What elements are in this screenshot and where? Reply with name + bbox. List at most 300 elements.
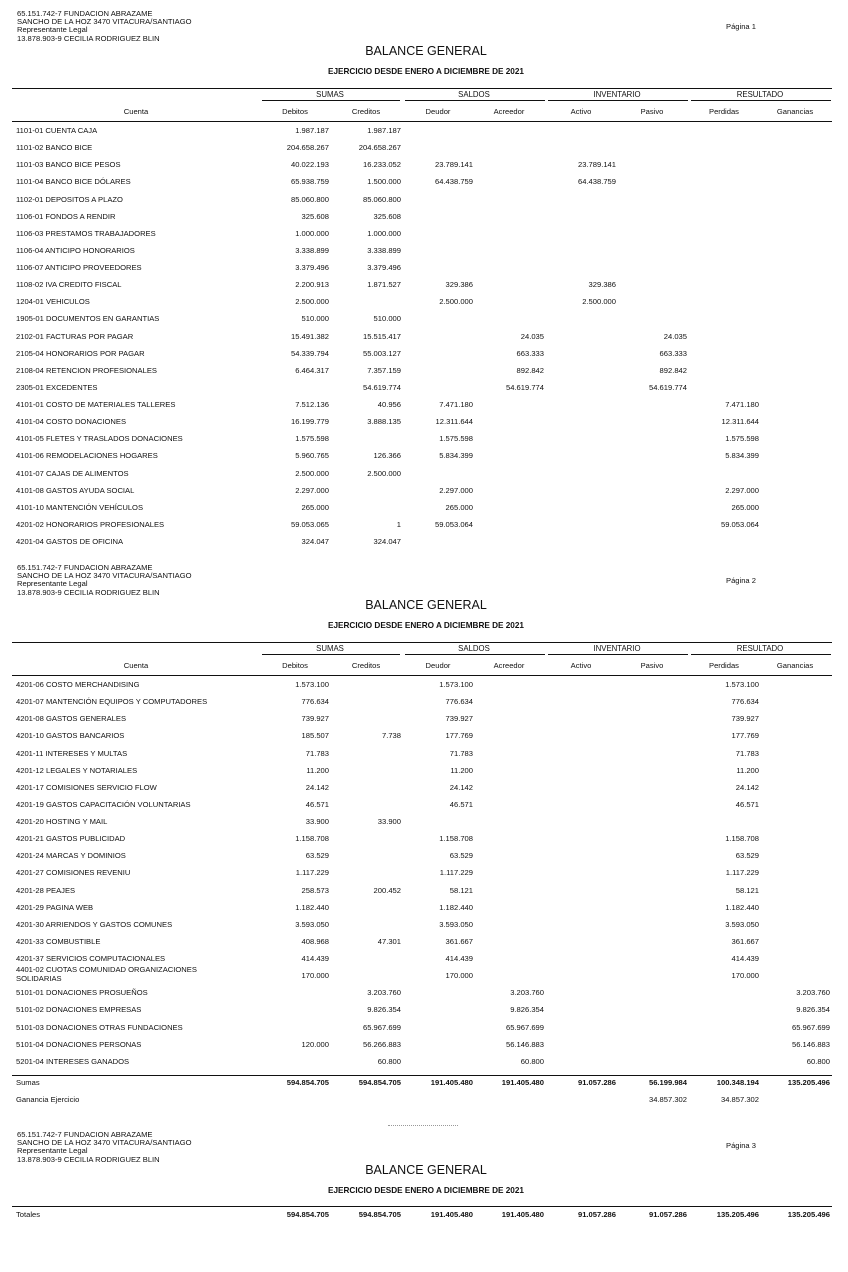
creditos-cell: 126.366	[373, 451, 401, 461]
debitos-cell: 11.200	[306, 765, 329, 775]
account-cell: 1101-03 BANCO BICE PESOS	[16, 160, 121, 170]
page-number: Página 3	[726, 1141, 756, 1150]
perdidas-cell: 177.769	[731, 731, 759, 741]
group-rule	[405, 100, 545, 101]
col-debitos: Debitos	[282, 661, 308, 670]
table-row	[0, 380, 848, 397]
col-activo: Activo	[570, 661, 592, 670]
debitos-cell: 63.529	[305, 851, 329, 861]
group-inventario: INVENTARIO	[593, 90, 641, 99]
group-sumas: SUMAS	[316, 644, 344, 653]
deudor-cell: 776.634	[445, 697, 473, 707]
deudor-cell: 11.200	[450, 765, 473, 775]
ganancias-cell: 135.205.496	[787, 1210, 830, 1219]
table-row	[0, 694, 848, 711]
table-row	[0, 517, 848, 534]
perdidas-cell: 1.573.100	[725, 680, 759, 689]
table-row	[0, 329, 848, 346]
deudor-cell: 59.053.064	[434, 519, 473, 529]
col-creditos: Creditos	[351, 107, 381, 116]
account-cell: 1204-01 VEHICULOS	[16, 297, 90, 307]
perdidas-cell: 265.000	[731, 502, 759, 512]
debitos-cell: 46.571	[305, 799, 329, 809]
pasivo-cell: 91.057.286	[648, 1210, 687, 1219]
account-cell: 4201-17 COMISIONES SERVICIO FLOW	[16, 782, 157, 792]
creditos-cell: 1.500.000	[367, 177, 401, 187]
acreedor-cell: 892.842	[516, 365, 544, 375]
perdidas-cell: 3.593.050	[725, 919, 759, 929]
deudor-cell: 265.000	[445, 502, 473, 512]
creditos-cell: 3.888.135	[367, 417, 401, 427]
table-row	[0, 934, 848, 951]
account-cell: 1102-01 DEPOSITOS A PLAZO	[16, 194, 123, 204]
perdidas-cell: 58.121	[735, 885, 759, 895]
group-resultado: RESULTADO	[736, 90, 784, 99]
acreedor-cell: 56.146.883	[505, 1039, 544, 1049]
deudor-cell: 64.438.759	[434, 177, 473, 187]
ganancias-cell: 3.203.760	[796, 988, 830, 998]
deudor-cell: 23.789.141	[434, 160, 473, 170]
account-cell: 1106-07 ANTICIPO PROVEEDORES	[16, 263, 142, 273]
activo-cell: 2.500.000	[582, 297, 616, 307]
account-cell: 4201-10 GASTOS BANCARIOS	[16, 731, 125, 741]
deudor-cell: 329.386	[445, 280, 473, 290]
perdidas-cell: 739.927	[731, 714, 759, 724]
table-row	[0, 466, 848, 483]
account-cell: 4101-06 REMODELACIONES HOGARES	[16, 451, 158, 461]
debitos-cell: 2.500.000	[295, 297, 329, 307]
table-row	[0, 985, 848, 1002]
deudor-cell: 191.405.480	[430, 1210, 473, 1219]
creditos-cell: 594.854.705	[358, 1210, 401, 1219]
account-cell: 2108-04 RETENCION PROFESIONALES	[16, 365, 157, 375]
account-cell: 1106-03 PRESTAMOS TRABAJADORES	[16, 228, 156, 238]
columns-rule	[12, 675, 832, 676]
table-row	[0, 431, 848, 448]
col-acreedor: Acreedor	[493, 107, 525, 116]
group-rule	[691, 654, 831, 655]
deudor-cell: 170.000	[445, 971, 473, 981]
deudor-cell: 177.769	[445, 731, 473, 741]
perdidas-cell: 11.200	[736, 765, 759, 775]
deudor-cell: 24.142	[449, 782, 473, 792]
ganancia-row	[0, 1092, 848, 1109]
table-row	[0, 209, 848, 226]
account-cell: 4201-02 HONORARIOS PROFESIONALES	[16, 519, 165, 529]
table-row	[0, 965, 848, 985]
debitos-cell: 40.022.193	[290, 160, 329, 170]
group-rule	[262, 100, 400, 101]
acreedor-cell: 3.203.760	[510, 988, 544, 998]
deudor-cell: 12.311.644	[435, 417, 473, 427]
table-row	[0, 534, 848, 551]
account-cell: 4201-28 PEAJES	[16, 885, 76, 895]
table-row	[0, 448, 848, 465]
debitos-cell: 59.053.065	[290, 519, 329, 529]
ganancias-cell: 65.967.699	[791, 1022, 830, 1032]
debitos-cell: 85.060.800	[290, 194, 329, 204]
group-saldos: SALDOS	[458, 644, 490, 653]
account-cell: Ganancia Ejercicio	[16, 1095, 80, 1104]
debitos-cell: 776.634	[301, 697, 329, 707]
table-row	[0, 1020, 848, 1037]
table-row	[0, 746, 848, 763]
deudor-cell: 63.529	[449, 851, 473, 861]
creditos-cell: 33.900	[377, 817, 401, 827]
debitos-cell: 1.158.708	[295, 834, 329, 844]
table-row	[0, 900, 848, 917]
debitos-cell: 594.854.705	[286, 1210, 329, 1219]
rep-label: Representante Legal	[17, 1146, 88, 1156]
account-cell: 4101-05 FLETES Y TRASLADOS DONACIONES	[16, 434, 183, 444]
deudor-cell: 2.297.000	[439, 485, 473, 495]
account-cell: 1101-01 CUENTA CAJA	[16, 126, 98, 135]
company-address: SANCHO DE LA HOZ 3470 VITACURA/SANTIAGO	[17, 1138, 192, 1148]
account-cell: 1106-01 FONDOS A RENDIR	[16, 211, 116, 221]
debitos-cell: 2.500.000	[295, 468, 329, 478]
account-cell: 5101-03 DONACIONES OTRAS FUNDACIONES	[16, 1022, 183, 1032]
debitos-cell: 33.900	[305, 817, 329, 827]
creditos-cell: 55.003.127	[362, 348, 401, 358]
perdidas-cell: 46.571	[735, 799, 759, 809]
account-cell: 4101-01 COSTO DE MATERIALES TALLERES	[16, 400, 176, 410]
perdidas-cell: 12.311.644	[721, 417, 759, 427]
creditos-cell: 3.203.760	[367, 988, 401, 998]
account-cell: 1905-01 DOCUMENTOS EN GARANTIAS	[16, 314, 160, 324]
group-saldos: SALDOS	[458, 90, 490, 99]
perdidas-cell: 135.205.496	[716, 1210, 759, 1219]
deudor-cell: 414.439	[445, 954, 473, 964]
acreedor-cell: 65.967.699	[505, 1022, 544, 1032]
creditos-cell: 3.379.496	[367, 263, 401, 273]
creditos-cell: 85.060.800	[362, 194, 401, 204]
table-row	[0, 1054, 848, 1071]
perdidas-cell: 1.182.440	[725, 902, 759, 912]
creditos-cell: 1.987.187	[367, 126, 401, 135]
account-cell: 2102-01 FACTURAS POR PAGAR	[16, 331, 134, 341]
account-cell: 4201-06 COSTO MERCHANDISING	[16, 680, 140, 689]
account-cell: 4201-04 GASTOS DE OFICINA	[16, 537, 124, 547]
account-cell: Sumas	[16, 1078, 40, 1087]
table-row	[0, 848, 848, 865]
report-subtitle: EJERCICIO DESDE ENERO A DICIEMBRE DE 2021	[328, 621, 524, 630]
table-row	[0, 780, 848, 797]
table-row	[0, 414, 848, 431]
group-rule	[691, 100, 831, 101]
group-rule	[548, 100, 688, 101]
account-cell: 4201-07 MANTENCIÓN EQUIPOS Y COMPUTADORES	[16, 697, 208, 707]
creditos-cell: 7.738	[381, 731, 401, 741]
sumas-row	[0, 1075, 848, 1092]
col-pasivo: Pasivo	[640, 107, 664, 116]
debitos-cell: 265.000	[301, 502, 329, 512]
debitos-cell: 3.379.496	[295, 263, 329, 273]
pasivo-cell: 56.199.984	[648, 1078, 687, 1087]
debitos-cell: 1.575.598	[295, 434, 329, 444]
company-name: 65.151.742-7 FUNDACION ABRAZAME	[17, 9, 153, 18]
table-row	[0, 1037, 848, 1054]
account-cell: 4201-33 COMBUSTIBLE	[16, 936, 101, 946]
table-row	[0, 174, 848, 191]
deudor-cell: 1.573.100	[439, 680, 473, 689]
table-row	[0, 711, 848, 728]
ganancias-cell: 135.205.496	[787, 1078, 830, 1087]
debitos-cell: 258.573	[301, 885, 329, 895]
table-row	[0, 294, 848, 311]
account-cell: 4201-19 GASTOS CAPACITACIÓN VOLUNTARIAS	[16, 799, 191, 809]
col-debitos: Debitos	[282, 107, 308, 116]
company-block	[17, 10, 192, 43]
pasivo-cell: 663.333	[659, 348, 687, 358]
perdidas-cell: 1.158.708	[725, 834, 759, 844]
creditos-cell: 54.619.774	[362, 382, 401, 392]
account-cell: 4101-07 CAJAS DE ALIMENTOS	[16, 468, 129, 478]
creditos-cell: 204.658.267	[358, 143, 401, 153]
table-row	[0, 728, 848, 745]
account-cell: 5201-04 INTERESES GANADOS	[16, 1056, 130, 1066]
creditos-cell: 65.967.699	[362, 1022, 401, 1032]
deudor-cell: 1.182.440	[439, 902, 473, 912]
table-row	[0, 814, 848, 831]
table-row	[0, 260, 848, 277]
totales-row	[0, 1207, 848, 1224]
table-row	[0, 363, 848, 380]
creditos-cell: 56.266.883	[362, 1039, 401, 1049]
account-cell: 4201-21 GASTOS PUBLICIDAD	[16, 834, 126, 844]
creditos-cell: 325.608	[373, 211, 401, 221]
company-name: 65.151.742-7 FUNDACION ABRAZAME	[17, 1130, 153, 1139]
header-rule	[12, 642, 832, 643]
account-cell: 1101-04 BANCO BICE DÓLARES	[16, 177, 131, 187]
debitos-cell: 1.987.187	[295, 126, 329, 135]
header-rule	[12, 88, 832, 89]
debitos-cell: 510.000	[301, 314, 329, 324]
rep-name: 13.878.903-9 CECILIA RODRIGUEZ BLIN	[17, 587, 160, 597]
account-cell: 5101-02 DONACIONES EMPRESAS	[16, 1005, 142, 1015]
account-cell: 4201-08 GASTOS GENERALES	[16, 714, 127, 724]
account-cell: 4201-11 INTERESES Y MULTAS	[16, 748, 128, 758]
perdidas-cell: 170.000	[731, 971, 759, 981]
acreedor-cell: 191.405.480	[501, 1078, 544, 1087]
company-block	[17, 1131, 192, 1164]
account-cell: 4201-24 MARCAS Y DOMINIOS	[16, 851, 126, 861]
table-row	[0, 192, 848, 209]
creditos-cell: 9.826.354	[367, 1005, 401, 1015]
account-cell: 5101-01 DONACIONES PROSUEÑOS	[16, 988, 148, 998]
creditos-cell: 1.871.527	[367, 280, 401, 290]
deudor-cell: 361.667	[445, 936, 473, 946]
company-name: 65.151.742-7 FUNDACION ABRAZAME	[17, 563, 153, 572]
account-cell: 4201-37 SERVICIOS COMPUTACIONALES	[16, 954, 166, 964]
perdidas-cell: 100.348.194	[716, 1078, 759, 1087]
ganancias-cell: 60.800	[806, 1056, 830, 1066]
creditos-cell: 7.357.159	[367, 365, 401, 375]
table-row	[0, 483, 848, 500]
perdidas-cell: 776.634	[731, 697, 759, 707]
deudor-cell: 58.121	[449, 885, 473, 895]
table-row	[0, 311, 848, 328]
ganancias-cell: 9.826.354	[796, 1005, 830, 1015]
table-row	[0, 763, 848, 780]
deudor-cell: 191.405.480	[430, 1078, 473, 1087]
account-cell: 4201-27 COMISIONES REVENIU	[16, 868, 131, 878]
debitos-cell: 1.182.440	[295, 902, 329, 912]
table-row	[0, 346, 848, 363]
company-address: SANCHO DE LA HOZ 3470 VITACURA/SANTIAGO	[17, 17, 192, 27]
col-acreedor: Acreedor	[493, 661, 525, 670]
debitos-cell: 1.117.229	[295, 868, 329, 878]
creditos-cell: 510.000	[373, 314, 401, 324]
creditos-cell: 1.000.000	[367, 228, 401, 238]
debitos-cell: 1.000.000	[295, 228, 329, 238]
report-subtitle: EJERCICIO DESDE ENERO A DICIEMBRE DE 2021	[328, 67, 524, 76]
col-pasivo: Pasivo	[640, 661, 664, 670]
activo-cell: 64.438.759	[577, 177, 616, 187]
report-title: BALANCE GENERAL	[365, 44, 487, 58]
pasivo-cell: 34.857.302	[648, 1095, 687, 1104]
deudor-cell: 3.593.050	[439, 919, 473, 929]
perdidas-cell: 24.142	[735, 782, 759, 792]
table-row	[0, 123, 848, 140]
col-activo: Activo	[570, 107, 592, 116]
columns-rule	[12, 121, 832, 122]
acreedor-cell: 24.035	[520, 331, 544, 341]
perdidas-cell: 71.783	[735, 748, 759, 758]
creditos-cell: 2.500.000	[367, 468, 401, 478]
account-cell: 4201-29 PAGINA WEB	[16, 902, 94, 912]
report-title: BALANCE GENERAL	[365, 598, 487, 612]
group-inventario: INVENTARIO	[593, 644, 641, 653]
account-cell: 4201-20 HOSTING Y MAIL	[16, 817, 108, 827]
table-row	[0, 140, 848, 157]
group-rule	[548, 654, 688, 655]
rep-name: 13.878.903-9 CECILIA RODRIGUEZ BLIN	[17, 1154, 160, 1164]
creditos-cell: 40.956	[377, 400, 401, 410]
debitos-cell: 2.297.000	[295, 485, 329, 495]
group-rule	[262, 654, 400, 655]
debitos-cell: 204.658.267	[286, 143, 329, 153]
col-ganancias: Ganancias	[776, 107, 814, 116]
table-row	[0, 500, 848, 517]
col-cuenta: Cuenta	[123, 107, 149, 116]
acreedor-cell: 9.826.354	[510, 1005, 544, 1015]
acreedor-cell: 191.405.480	[501, 1210, 544, 1219]
col-deudor: Deudor	[425, 661, 451, 670]
deudor-cell: 2.500.000	[439, 297, 473, 307]
group-resultado: RESULTADO	[736, 644, 784, 653]
debitos-cell: 71.783	[305, 748, 329, 758]
acreedor-cell: 60.800	[520, 1056, 544, 1066]
page-number: Página 1	[726, 22, 756, 31]
account-cell: 2305-01 EXCEDENTES	[16, 382, 98, 392]
company-address: SANCHO DE LA HOZ 3470 VITACURA/SANTIAGO	[17, 571, 192, 581]
debitos-cell: 1.573.100	[295, 680, 329, 689]
table-row	[0, 397, 848, 414]
deudor-cell: 1.575.598	[439, 434, 473, 444]
debitos-cell: 414.439	[301, 954, 329, 964]
table-row	[0, 917, 848, 934]
activo-cell: 91.057.286	[577, 1210, 616, 1219]
perdidas-cell: 34.857.302	[720, 1095, 759, 1104]
deudor-cell: 1.117.229	[439, 868, 473, 878]
debitos-cell: 5.960.765	[295, 451, 329, 461]
account-cell: 4201-12 LEGALES Y NOTARIALES	[16, 765, 138, 775]
table-row	[0, 865, 848, 882]
table-row	[0, 677, 848, 694]
creditos-cell: 200.452	[373, 885, 401, 895]
account-cell: 2105-04 HONORARIOS POR PAGAR	[16, 348, 145, 358]
pasivo-cell: 892.842	[659, 365, 687, 375]
account-cell: 4101-10 MANTENCIÓN VEHÍCULOS	[16, 502, 144, 512]
debitos-cell: 594.854.705	[286, 1078, 329, 1087]
pasivo-cell: 54.619.774	[648, 382, 687, 392]
account-cell: 4101-04 COSTO DONACIONES	[16, 417, 127, 427]
page-number: Página 2	[726, 576, 756, 585]
creditos-cell: 324.047	[373, 537, 401, 547]
company-block	[17, 564, 192, 597]
debitos-cell: 739.927	[301, 714, 329, 724]
account-cell: 1108-02 IVA CREDITO FISCAL	[16, 280, 122, 290]
account-cell: 4401-02 CUOTAS COMUNIDAD ORGANIZACIONES SOLIDARIAS	[16, 965, 197, 983]
perdidas-cell: 1.575.598	[725, 434, 759, 444]
account-cell: 1101-02 BANCO BICE	[16, 143, 93, 153]
deudor-cell: 7.471.180	[439, 400, 473, 410]
col-perdidas: Perdidas	[709, 107, 739, 116]
report-subtitle: EJERCICIO DESDE ENERO A DICIEMBRE DE 2021	[328, 1186, 524, 1195]
creditos-cell: 594.854.705	[358, 1078, 401, 1087]
debitos-cell: 24.142	[305, 782, 329, 792]
debitos-cell: 15.491.382	[290, 331, 329, 341]
deudor-cell: 739.927	[445, 714, 473, 724]
account-cell: 4101-08 GASTOS AYUDA SOCIAL	[16, 485, 135, 495]
creditos-cell: 1	[396, 519, 401, 529]
group-rule	[405, 654, 545, 655]
debitos-cell: 65.938.759	[290, 177, 329, 187]
faint-mark	[388, 1125, 458, 1128]
deudor-cell: 5.834.399	[439, 451, 473, 461]
debitos-cell: 2.200.913	[295, 280, 329, 290]
rep-name: 13.878.903-9 CECILIA RODRIGUEZ BLIN	[17, 33, 160, 43]
acreedor-cell: 663.333	[516, 348, 544, 358]
creditos-cell: 15.515.417	[362, 331, 401, 341]
account-cell: Totales	[16, 1210, 41, 1219]
deudor-cell: 71.783	[449, 748, 473, 758]
debitos-cell: 54.339.794	[290, 348, 329, 358]
debitos-cell: 120.000	[301, 1039, 329, 1049]
table-row	[0, 1002, 848, 1019]
creditos-cell: 16.233.052	[362, 160, 401, 170]
rep-label: Representante Legal	[17, 579, 88, 589]
deudor-cell: 46.571	[449, 799, 473, 809]
debitos-cell: 7.512.136	[295, 400, 329, 410]
account-cell: 5101-04 DONACIONES PERSONAS	[16, 1039, 142, 1049]
creditos-cell: 60.800	[377, 1056, 401, 1066]
perdidas-cell: 361.667	[731, 936, 759, 946]
debitos-cell: 170.000	[301, 971, 329, 981]
acreedor-cell: 54.619.774	[505, 382, 544, 392]
creditos-cell: 47.301	[377, 936, 401, 946]
perdidas-cell: 63.529	[735, 851, 759, 861]
perdidas-cell: 7.471.180	[725, 400, 759, 410]
table-row	[0, 277, 848, 294]
col-deudor: Deudor	[425, 107, 451, 116]
activo-cell: 91.057.286	[577, 1078, 616, 1087]
creditos-cell: 3.338.899	[367, 245, 401, 255]
perdidas-cell: 2.297.000	[725, 485, 759, 495]
debitos-cell: 3.593.050	[295, 919, 329, 929]
report-title: BALANCE GENERAL	[365, 1163, 487, 1177]
col-creditos: Creditos	[351, 661, 381, 670]
